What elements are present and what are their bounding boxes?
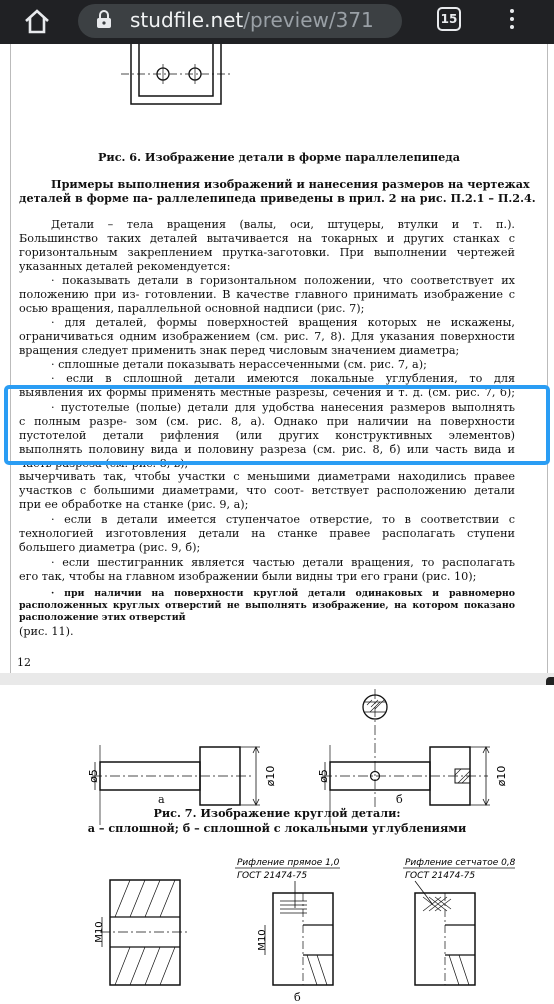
body-line: пустотелой детали рифления (или других конструктивных элементов) <box>19 429 515 442</box>
body-line: расположение этих отверстий <box>19 612 186 623</box>
body-line: с полным разре- зом (см. рис. 8, а). Однако при наличии на поверхности <box>19 415 515 428</box>
browser-toolbar <box>0 0 554 44</box>
fig8a-drawing <box>60 845 240 995</box>
body-line: (рис. 11). <box>19 625 74 638</box>
url-path: /preview/371 <box>243 8 374 32</box>
body-line: · при наличии на поверхности круглой детали одинаковых и равномерно <box>51 588 515 599</box>
fig6-caption: Рис. 6. Изображение детали в форме параллелепипеда <box>97 150 461 164</box>
fig7b-label: б <box>396 793 403 806</box>
fig8-note1-line1: Рифление прямое 1,0 <box>237 858 340 868</box>
page-gap <box>0 673 554 685</box>
tab-switcher-button[interactable]: 15 <box>437 7 461 31</box>
fig7a-label: а <box>158 793 165 806</box>
body-line: · пустотелые (полые) детали для удобства нанесения размеров выполнять <box>51 401 515 414</box>
fig8-m10-label-2: М10 <box>257 929 268 951</box>
body-line: часть разреза (см. рис. 8, в); <box>19 457 189 470</box>
body-line: ограничиваться одним изображением (см. рис. 7, 8). Для указания поверхности <box>19 330 515 343</box>
fig7-caption-line2: а – сплошной; б – сплошной с локальными углублениями <box>87 821 467 835</box>
fig7a-d5-label: ø5 <box>87 769 100 783</box>
fig8b-drawing <box>225 845 385 995</box>
body-line: положению при из- готовлении. В качестве главного принимать изображение с <box>19 288 515 301</box>
fig7b-d10-label: ø10 <box>495 765 508 787</box>
body-line: · показывать детали в горизонтальном положении, что соответствует их <box>51 274 515 287</box>
more-vert-icon[interactable] <box>508 6 516 36</box>
fig7-caption-line1: Рис. 7. Изображение круглой детали: <box>153 806 401 820</box>
fig8-m10-label-1: М10 <box>94 921 105 943</box>
body-line: · если шестигранник является частью детали вращения, то располагать <box>51 556 515 569</box>
url-host: studfile.net <box>130 8 244 32</box>
body-line: осью вращения, параллельной основной надписи (рис. 7); <box>19 302 365 315</box>
body-line: · если в сплошной детали имеются локальные углубления, то для <box>51 372 515 385</box>
fig8-note1-line2: ГОСТ 21474-75 <box>237 871 308 881</box>
body-line: его так, чтобы на главном изображении были видны три его грани (рис. 10); <box>19 570 477 583</box>
body-line: выявления их формы применять местные разрезы, сечения и т. д. (см. рис. 7, б); <box>19 386 515 399</box>
section-heading-line1: Примеры выполнения изображений и нанесения размеров на чертежах <box>51 177 530 191</box>
fig7a-d10-label: ø10 <box>264 765 277 787</box>
url-text[interactable] <box>130 6 374 34</box>
body-line: · если в детали имеется ступенчатое отверстие, то в соответствии с <box>51 513 515 526</box>
fig8-note2-line2: ГОСТ 21474-75 <box>405 871 476 881</box>
body-line: технологией изготовления детали на станке правее располагать ступени <box>19 527 515 540</box>
body-line: участков с большими диаметрами, что соот- ветствует расположению детали <box>19 484 515 497</box>
body-line: горизонтальным закреплением прутка-заготовки. При выполнении чертежей <box>19 246 515 259</box>
body-line: большего диаметра (рис. 9, б); <box>19 541 201 554</box>
body-line: Детали – тела вращения (валы, оси, штуцеры, втулки и т. п.). <box>51 218 515 231</box>
body-line: указанных деталей рекомендуется: <box>19 260 231 273</box>
fig8c-drawing <box>395 845 545 995</box>
body-line: при ее обработке на станке (рис. 9, а); <box>19 498 249 511</box>
document-page-2 <box>0 685 554 1004</box>
home-icon[interactable] <box>23 7 51 35</box>
body-line: · для деталей, формы поверхностей вращения которых не искажены, <box>51 316 515 329</box>
body-line: вращения следует применить знак перед числовым значением диаметра; <box>19 344 460 357</box>
body-line: вычерчивать так, чтобы участки с меньшими диаметрами находились правее <box>19 470 515 483</box>
body-line: расположенных круглых отверстий не выполнять изображение, на котором показано <box>19 600 515 611</box>
fig8-note2-line1: Рифление сетчатое 0,8 <box>405 858 516 868</box>
body-line: Большинство таких деталей вытачивается на токарных и других станках с <box>19 232 515 245</box>
selection-highlight <box>4 385 550 465</box>
body-line: · сплошные детали показывать нерассеченными (см. рис. 7, а); <box>51 358 427 371</box>
lock-icon[interactable] <box>96 9 112 29</box>
page-number: 12 <box>17 656 31 669</box>
fig7b-d5-label: ø5 <box>317 769 330 783</box>
body-line: выполнять половину вида и половину разреза (см. рис. 8, б) или часть вида и <box>19 443 515 456</box>
fig6-drawing <box>101 44 241 119</box>
fig8b-label: б <box>294 991 301 1004</box>
section-heading-line2: деталей в форме па- раллелепипеда приведены в прил. 2 на рис. П.2.1 – П.2.4. <box>19 191 536 205</box>
document-page <box>10 44 548 674</box>
